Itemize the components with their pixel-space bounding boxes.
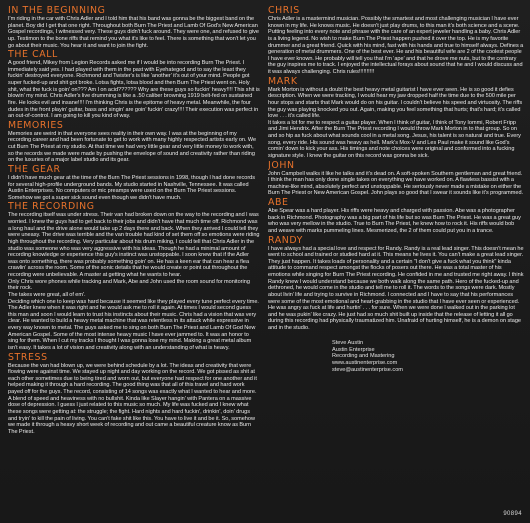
section-title: ABE — [268, 197, 289, 208]
signature-website: www.austinenterprise.com — [332, 360, 398, 367]
section-body: Memories are weird in that everyone sees reality in their own way. I was at the beginning of my recording career and had been fortunate to get to work with many highly respected artists early on. We cut Burn The Priest at my studio. At that time we had very little gear and very little money to work with, so the records we made were made by pushing the envelope of sound and creativity rather than riding on the luxuries of a major label studio and its gear. — [8, 130, 257, 164]
section-chris — [268, 6, 524, 76]
section-memories — [8, 121, 260, 164]
section-mark — [268, 77, 524, 160]
section-the-recording — [8, 202, 260, 351]
section-title: THE GEAR — [8, 163, 61, 175]
section-title: IN THE BEGINNING — [8, 5, 106, 16]
section-john — [268, 161, 524, 198]
section-body: Because the van had blown up, we were behind schedule by a lot. The ideas and creativity that were flowing were against time. We stayed up night and day working on the record. We got pissed as shit at each other sometimes due to being tired and worn out, but everyone had respect for one another and it helped making it through a hard recording. The good thing was that all of this travel and hard work payed off for the guys. The record, consisting of 14 songs was exactly what I wanted to hear and more. A blend of speed and heaviness with no bullshit. Kinda like Slayer hangin' with Pantera on a massive dose of depression. I guess I just related to this music so much. My life was fucked and I knew what these songs were getting at: the struggle; the fight. Hard nights and hard fuckin', drinkin', doin' drugs and tryin' to kill the pain of living. You can't fake shit like this. You have to live it and be it. So, somehow we made it through a heavy short week of recording and out came a beautiful creature know as Burn The Priest. — [8, 362, 257, 435]
section-stress — [8, 353, 260, 436]
section-randy — [268, 236, 524, 332]
signature-email: steve@austinenterprise.com — [332, 367, 403, 374]
signature-company: Austin Enterprise — [332, 346, 375, 353]
section-in-the-beginning — [8, 6, 260, 49]
left-column — [8, 5, 260, 511]
section-title: THE CALL — [8, 49, 58, 61]
right-column — [268, 5, 524, 511]
section-title: JOHN — [268, 159, 295, 171]
section-abe — [268, 198, 524, 235]
section-body: Mark Morton is without a doubt the best heavy metal guitarist I have ever seen. He is so good it defies description. When we were tracking, I would hear my jaw dropped half the time due to the 500 mile per hour stops and starts that Mark would do on his guitar. I couldn't believe his speed and virtuosity. The riffs the guy was playing knocked you out. Again, making you feel something that hurts; that's hard; it's called love . . . it's called life. It takes a lot for me to respect a guitar player. When I think of guitar, I think of Tony Iommi, Robert Fripp and Jimi Hendrix. After the Burn The Priest recording I would throw Mark Morton in to that group. So on and so hip as fuck about what sounds cool in a metal song. Jesus, his talent is so natural and true. Every song, every ride. His sound was heavy as hell. Mark's Mox-V and Les Paul make it sound like God's comin' down to kick your ass. His timings and note choices were original and conformed into a fucking signature style. I knew the guitar on this record was gonna be sick. — [268, 86, 523, 159]
signature-name: Steve Austin — [332, 339, 364, 346]
section-title: THE RECORDING — [8, 201, 95, 213]
section-title: STRESS — [8, 351, 48, 363]
section-body: The recording itself was under stress. Their van had broken down on the way to the recording and I was worried. I knew the guys had to get back to their jobs and didn't have that much time off. Richmond was a long haul and the drive alone would take up 2 days there and back. When they arrived I could tell they were uneasy. The drive was terrible and the van trouble had kind of set them off so emotions were riding high throughout the recording. Very particular about his drum miking, I could tell that Chris Adler in the studio was someone who was very aggressive with his ideas. Though he had a minimal amount of recording knowledge or experience this guy's instinct was unstoppable. I soon knew that if the Adler was onto something, there was probably something goin' on. He has a keen ear that can hear a flea crawlin' across the room. Some of the sonic details that he would create or point out throughout the recording were unbelievable. A master at getting what he wants to hear. Only Chris wore phones while tracking and Mark, Abe and John used the room sound for monitoring their rock. The takes were great, all of em'. Deciding which one to keep was hard because it seemed like they played every tune perfect every time. The Adler knew when it was right and he would ask me to roll it again. At times I would second guess this man and soon I would learn to trust his instincts about their music. Chris had a vision that was very clear. He wanted to build a heavy metal machine that was relentless in its attack while expressive in every way known to metal. The guys asked me to sing on both Burn The Priest and Lamb Of God New American Gospel. Some of the most intense heavy music I have ever jammed to. It was an honor to sing for them. When I cut my tracks I thought I was gonna lose my mind. Making a great metal album isn't easy. It takes a lot of vision and creativity along with an understanding of what is heavy. — [8, 212, 260, 351]
section-body: A good friend, Mikey from Legion Records asked me if I would be into recording Burn The Priest. I immediately said yes. I had played with them in the past with Eyehategod and to say the least they fuckin' destroyed everyone. Richmond and Twister's is like 'another' it's out of your mind. People got super fucked-up and shit got broke. Lotsa fights, lotsa blood and then Burn The Priest went on. Holy shit, what the fuck is goin' on??? Am I on acid?????? Why are these guys so fuckin' heavy!!!! This shit is blowin' my mind. Chris Adler's live drumming is like a .50 caliber browning 1919 belt-fed on sustained fire. He looks evil and insane!!!! I'm thinking Chris is the epitome of heavy metal. Meanwhile, the four dudes in the front playin' guitar, bass and singin' are goin' fuckin' crazy!!!! Their execution was perfect in an out-of-control. I am going to kill you kind of way. — [8, 60, 260, 120]
section-the-call — [8, 50, 260, 120]
text-columns — [8, 5, 524, 511]
catalog-number: 90894 — [503, 511, 522, 517]
section-body: I have always had a special love and respect for Randy. Randy is a real lead singer. This doesn't mean he went to school and trained or studied hard at it. This means he lives it. You can't make a great lead singer. They just happen. It takes loads of personality and a certain "I don't give a fuck what you think" kinda attitude to command respect amongst the flocks of posers out there. He was a total master of his emotions while singing for Burn The Priest recording. He confided in me and trusted me right away. I think Randy knew I would understand because we both walk along the same path. Hero of the fucked-up and dethroned, he would come in the studio and tell me to roll it. The words to the songs were dark. Mostly about livin' life and trying to survive in Richmond. I connected and I have to say that his performances were some of the most emotional and heart-grabbing in the studio that I have ever seen or experienced. He was angry as fuck at life and hurtin' . . . for sure. When we were done I walked out in the parking lot and he was pukin' like crazy. He just had so much shit built up inside that the release of letting it all go during this recording had physically traumatized him. Unafraid of hurting himself, he is a demon on stage and in the studio. — [268, 245, 524, 331]
section-body: Abe Spear was a hard player. His riffs were heavy and charged with passion. Abe was a photographer back in Richmond. Photography was a big part of his life but so was Burn The Priest. He was a great guy who was very mellow in the studio. True to Burn The Priest, he knew how to rock it. His riffs would bob and weave with marks pummeling lines. Mesmerized, the 2 of them could put you in a trance. — [268, 208, 521, 234]
section-body: I'm riding in the car with Chris Adler and I told him that his band was gonna be the biggest band on the planet. Boy did I get that one right. Throughout both Burn The Priest and Lamb Of God's New American Gospel recordings, I witnessed very. These guys didn't fuck around. They were one, and refused to give up. Testimon to the bone riffs that remind you what it's like to feel. There is something that won't let you go about their music. You hear it and want to join the fight. — [8, 16, 260, 49]
section-body: I didn't have much gear at the time of the Burn The Priest sessions in 1998, though I had done records for several high-profile underground bands. My studio started in Nashville, Tennessee. It was called Austin Enterprises. No computers or mic preamps were used on the Burn The Priest sessions. Somehow we got a super sick sound even though we didn't have much. — [8, 174, 256, 201]
section-body: Chris Adler is a mastermind musician. Possibly the smartest and most challenging musician I have ever known in my life. He knows music. He doesn't just play drums, to this man it's both science and a scene. Putting feeling into every note and phrase with the care of an expert jeweler handling a baby. Chris Adler is a living legend. No wish to make Burn The Priest happen pushed it over the top. He is my favorite drummer and a great friend. Quick with his mind, fast with his hands and true to himself always. Defines a generation of metal drummers. One of the best ever. He and his beautiful wife are 2 of the coolest people I have ever known. He probably will tell you that I'm 'ape' and that he drove me nuts, but to the contrary the guy inspires me to track. I enjoyed the intellectual forays about sound that he and I would discuss and it was always challenging. Chris rules!!!!!!!!!! — [268, 16, 524, 75]
signature-block — [332, 340, 524, 375]
section-title: MARK — [268, 75, 298, 87]
section-title: RANDY — [268, 234, 303, 246]
section-title: MEMORIES — [8, 119, 64, 131]
section-the-gear — [8, 165, 260, 202]
section-body: John Campbell walks it like he talks and it's dead on. A soft-spoken Southern gentleman and great friend. I think the man has only done single takes on everything we have worked on. A flawless bassist with a machine-like mind, absolutely perfect and unstoppable. He seriously never made a mistake on either the Burn The Priest or New American Gospel. John plays so good that I swear it sounds like it's programmed. — [268, 170, 524, 197]
section-title: CHRIS — [268, 5, 300, 16]
signature-service: Recording and Mastering — [332, 353, 395, 360]
